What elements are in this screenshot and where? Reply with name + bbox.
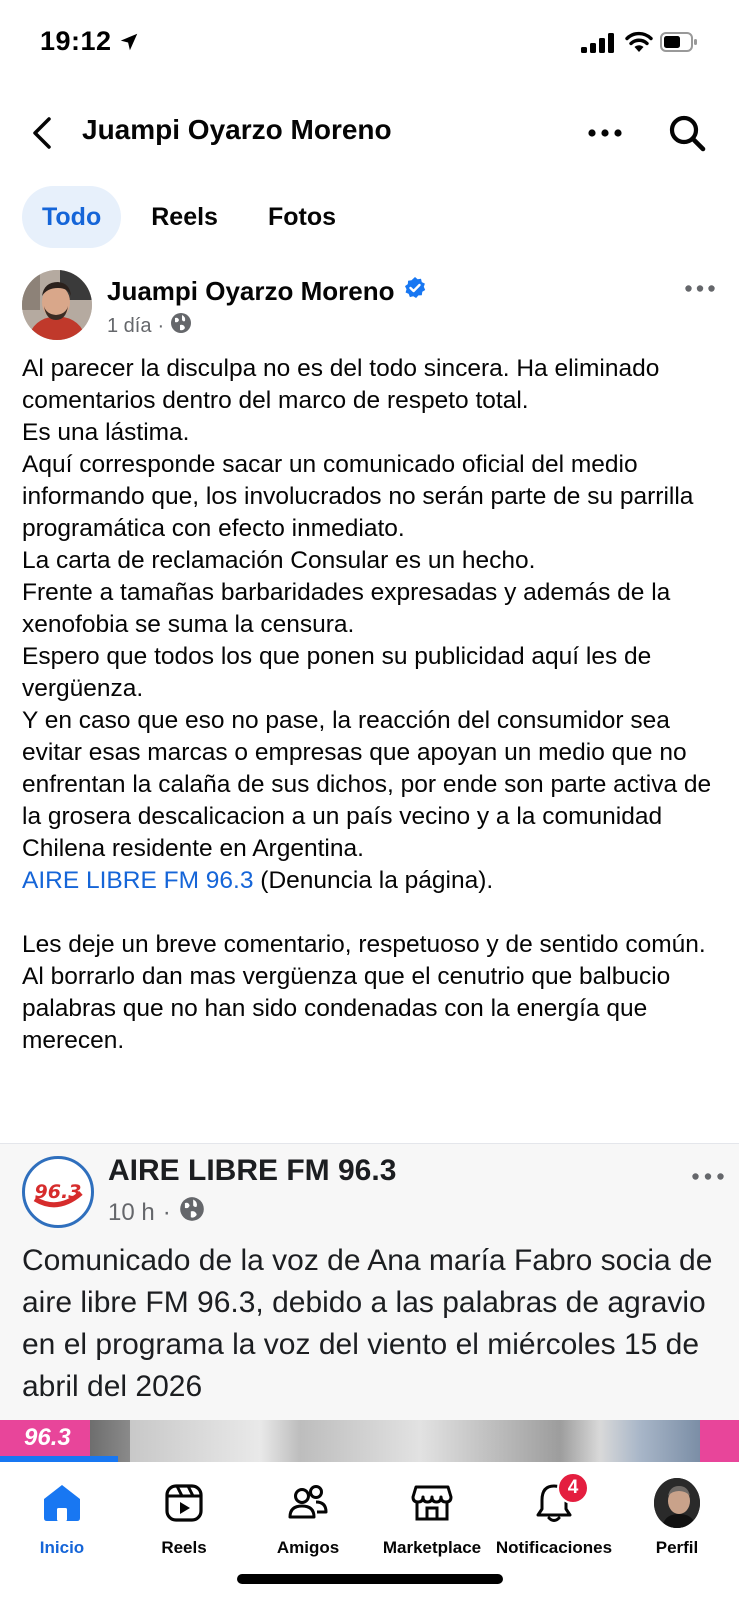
nav-label: Inicio (39, 1538, 85, 1557)
nav-inicio[interactable] (0, 1480, 124, 1580)
globe-icon (170, 312, 192, 340)
filter-tabs (22, 186, 356, 248)
meta-separator: · (162, 1198, 171, 1226)
search-icon (668, 114, 706, 152)
nav-label: Reels (161, 1538, 207, 1557)
paragraph-gap (22, 897, 722, 929)
profile-header (0, 100, 739, 166)
post-author[interactable] (107, 276, 427, 307)
post-author-avatar[interactable] (22, 270, 92, 340)
shared-post-time: 10 h (108, 1198, 155, 1226)
shared-more-icon (690, 1164, 726, 1188)
post-line: Es una lástima. (22, 419, 190, 446)
friends-icon (285, 1480, 331, 1526)
tab-fotos[interactable]: Fotos (267, 202, 336, 231)
home-icon (39, 1480, 85, 1526)
meta-separator: · (157, 314, 165, 337)
verified-badge-icon (403, 276, 427, 307)
tab-reels[interactable]: Reels (151, 202, 218, 231)
shared-image-preview (0, 1420, 739, 1462)
more-dots-icon (588, 129, 622, 137)
post-line: Al parecer la disculpa no es del todo sincera. Ha eliminado comentarios dentro del marco de respeto total. (22, 355, 660, 414)
back-button[interactable] (22, 110, 62, 156)
notification-badge: 4 (557, 1472, 589, 1504)
nav-label: Perfil (655, 1538, 699, 1557)
nav-notificaciones[interactable] (492, 1477, 616, 1580)
shared-post-image[interactable] (0, 1144, 739, 1462)
page-mention-link[interactable]: AIRE LIBRE FM 96.3 (22, 867, 254, 894)
reels-icon (161, 1480, 207, 1526)
nav-label: Amigos (276, 1538, 340, 1557)
marketplace-icon (409, 1480, 455, 1526)
post-time[interactable]: 1 día (107, 314, 152, 337)
post-line: Y en caso que eso no pase, la reacción del consumidor sea evitar esas marcas o empresas que apoyan un medio que no enfrentan la calaña de sus dichos, por ende son parte activa de la grosera descalicacion a un país vecino y a la comunidad Chilena residente en Argentina. (22, 707, 712, 862)
post-line: Les deje un breve comentario, respetuoso y de sentido común. (22, 931, 706, 958)
nav-perfil[interactable] (615, 1480, 739, 1580)
status-time: 19:12 (40, 26, 112, 56)
tab-todo[interactable]: Todo (22, 186, 121, 248)
post-line: La carta de reclamación Consular es un hecho. (22, 547, 536, 574)
nav-amigos[interactable] (246, 1480, 370, 1580)
back-chevron-icon (31, 116, 53, 150)
radio-logo-text: 96.3 (34, 1181, 82, 1203)
search-button[interactable] (664, 110, 710, 156)
page-title: Juampi Oyarzo Moreno (82, 114, 392, 145)
more-dots-icon (685, 285, 715, 292)
nav-label: Notificaciones (495, 1538, 613, 1557)
location-arrow-icon (118, 31, 140, 58)
post-line: Espero que todos los que ponen su publicidad aquí les de vergüenza. (22, 643, 652, 702)
more-options-button[interactable] (585, 118, 625, 148)
globe-icon (179, 1196, 205, 1229)
image-badge-text: 96.3 (24, 1424, 71, 1451)
post-author-name[interactable]: Juampi Oyarzo Moreno (107, 276, 395, 306)
post-meta (107, 312, 192, 340)
nav-label: Marketplace (382, 1538, 482, 1557)
post-more-button[interactable] (682, 276, 718, 300)
shared-post-meta (108, 1196, 205, 1229)
shared-post-text: Comunicado de la voz de Ana maría Fabro socia de aire libre FM 96.3, debido a las palabras de agravio en el programa la voz del viento el miércoles 15 de abril del 2026 (22, 1244, 713, 1403)
battery-icon (660, 32, 698, 57)
home-indicator[interactable] (237, 1574, 503, 1584)
post-text (22, 353, 722, 1057)
post-line: Aquí corresponde sacar un comunicado oficial del medio informando que, los involucrados no serán parte de su parrilla programática con efecto inmediato. (22, 451, 694, 542)
nav-reels[interactable] (122, 1480, 246, 1580)
wifi-icon (625, 31, 653, 58)
post-line: Al borrarlo dan mas vergüenza que el cenutrio que balbucio palabras que no han sido condenadas con la energía que merecen. (22, 963, 671, 1054)
post-line: Frente a tamañas barbaridades expresadas y además de la xenofobia se suma la censura. (22, 579, 671, 638)
cellular-signal-icon (581, 33, 615, 58)
profile-avatar (654, 1478, 700, 1528)
shared-page-name: AIRE LIBRE FM 96.3 (108, 1154, 397, 1187)
nav-marketplace[interactable] (370, 1480, 494, 1580)
bell-icon (531, 1477, 579, 1526)
post-link-suffix: (Denuncia la página). (253, 867, 494, 894)
radio-logo (22, 1156, 94, 1228)
post-line-with-link (22, 865, 722, 897)
status-bar (0, 0, 739, 90)
